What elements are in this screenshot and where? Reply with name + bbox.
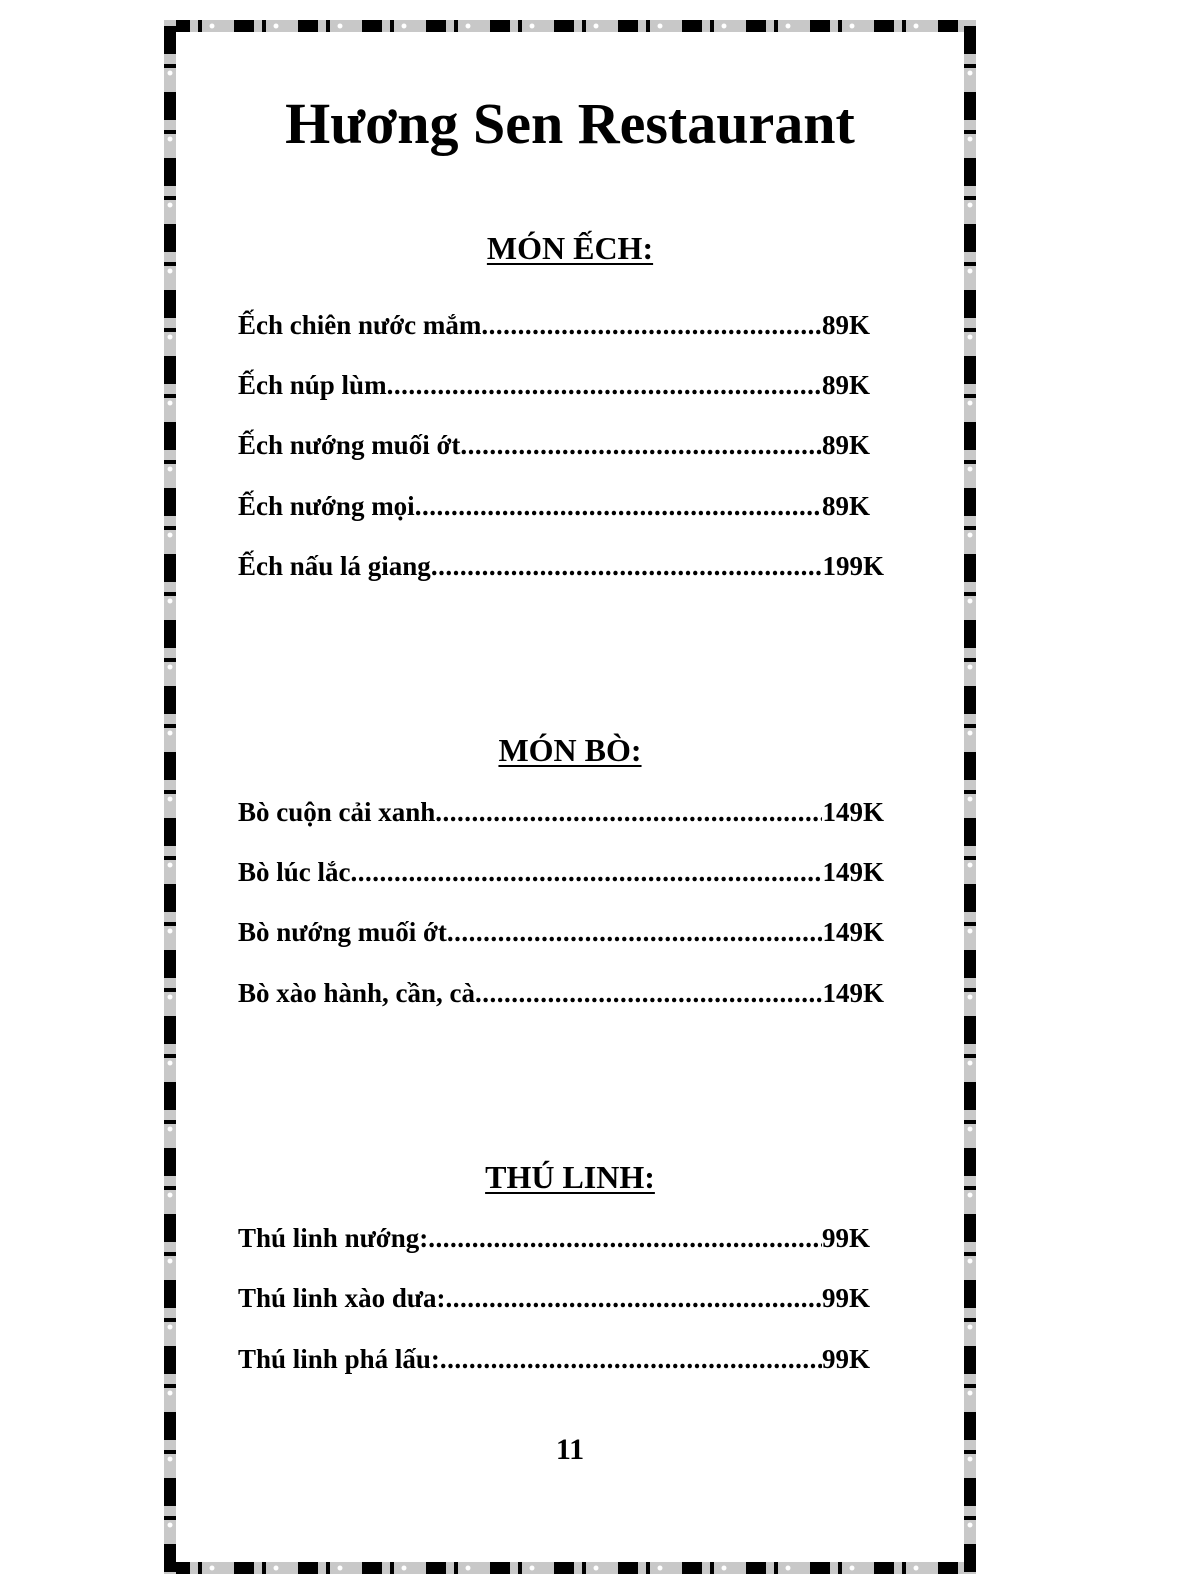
menu-item [238, 428, 870, 462]
menu-item [238, 976, 884, 1010]
decorative-border-top [164, 20, 976, 32]
menu-item-name: Ếch chiên nước mắm [238, 310, 482, 340]
menu-item-price: 149K [822, 978, 884, 1008]
menu-item-price: 99K [821, 1344, 870, 1374]
menu-item-price: 99K [821, 1223, 870, 1253]
dot-leader [447, 915, 823, 949]
dot-leader [351, 855, 823, 889]
dot-leader [475, 976, 822, 1010]
menu-item-name: Bò lúc lắc [238, 857, 351, 887]
menu-item-price: 89K [821, 310, 870, 340]
menu-item-name: Thú linh phá lấu: [238, 1344, 440, 1374]
menu-item-name: Ếch nấu lá giang [238, 551, 431, 581]
menu-item [238, 308, 870, 342]
dot-leader [435, 795, 822, 829]
menu-item-name: Bò xào hành, cần, cà [238, 978, 476, 1008]
dot-leader [428, 1221, 822, 1255]
menu-item-price: 89K [821, 370, 870, 400]
restaurant-title: Hương Sen Restaurant [285, 91, 855, 156]
menu-item [238, 549, 884, 583]
menu-item-name: Ếch nướng mọi [238, 491, 415, 521]
menu-item-name: Ếch núp lùm [238, 370, 387, 400]
menu-item [238, 1281, 870, 1315]
menu-item-price: 89K [821, 491, 870, 521]
menu-item [238, 915, 884, 949]
decorative-border-right [964, 20, 976, 1574]
dot-leader [440, 1342, 822, 1376]
menu-item [238, 1342, 870, 1376]
dot-leader [431, 549, 823, 583]
menu-item [238, 855, 884, 889]
dot-leader [415, 489, 822, 523]
menu-item-price: 99K [821, 1283, 870, 1313]
section-heading-offal: THÚ LINH: [485, 1159, 655, 1195]
menu-item-price: 149K [822, 917, 884, 947]
dot-leader [460, 428, 822, 462]
menu-item-name: Thú linh xào dưa: [238, 1283, 446, 1313]
menu-item-name: Thú linh nướng: [238, 1223, 429, 1253]
menu-item-price: 199K [822, 551, 884, 581]
menu-item-price: 149K [822, 797, 884, 827]
dot-leader [387, 368, 822, 402]
decorative-border-left [164, 20, 176, 1574]
decorative-border-bottom [164, 1562, 976, 1574]
dot-leader [446, 1281, 822, 1315]
menu-item-name: Bò cuộn cải xanh [238, 797, 436, 827]
section-heading-frog: MÓN ẾCH: [486, 230, 654, 266]
menu-item [238, 489, 870, 523]
menu-item [238, 795, 884, 829]
section-heading-beef: MÓN BÒ: [498, 732, 642, 768]
dot-leader [481, 308, 822, 342]
page-number: 11 [555, 1433, 585, 1466]
menu-item [238, 1221, 870, 1255]
menu-item-price: 149K [822, 857, 884, 887]
menu-item-name: Ếch nướng muối ớt [238, 430, 461, 460]
menu-item-price: 89K [821, 430, 870, 460]
menu-item [238, 368, 870, 402]
menu-item-name: Bò nướng muối ớt [238, 917, 447, 947]
